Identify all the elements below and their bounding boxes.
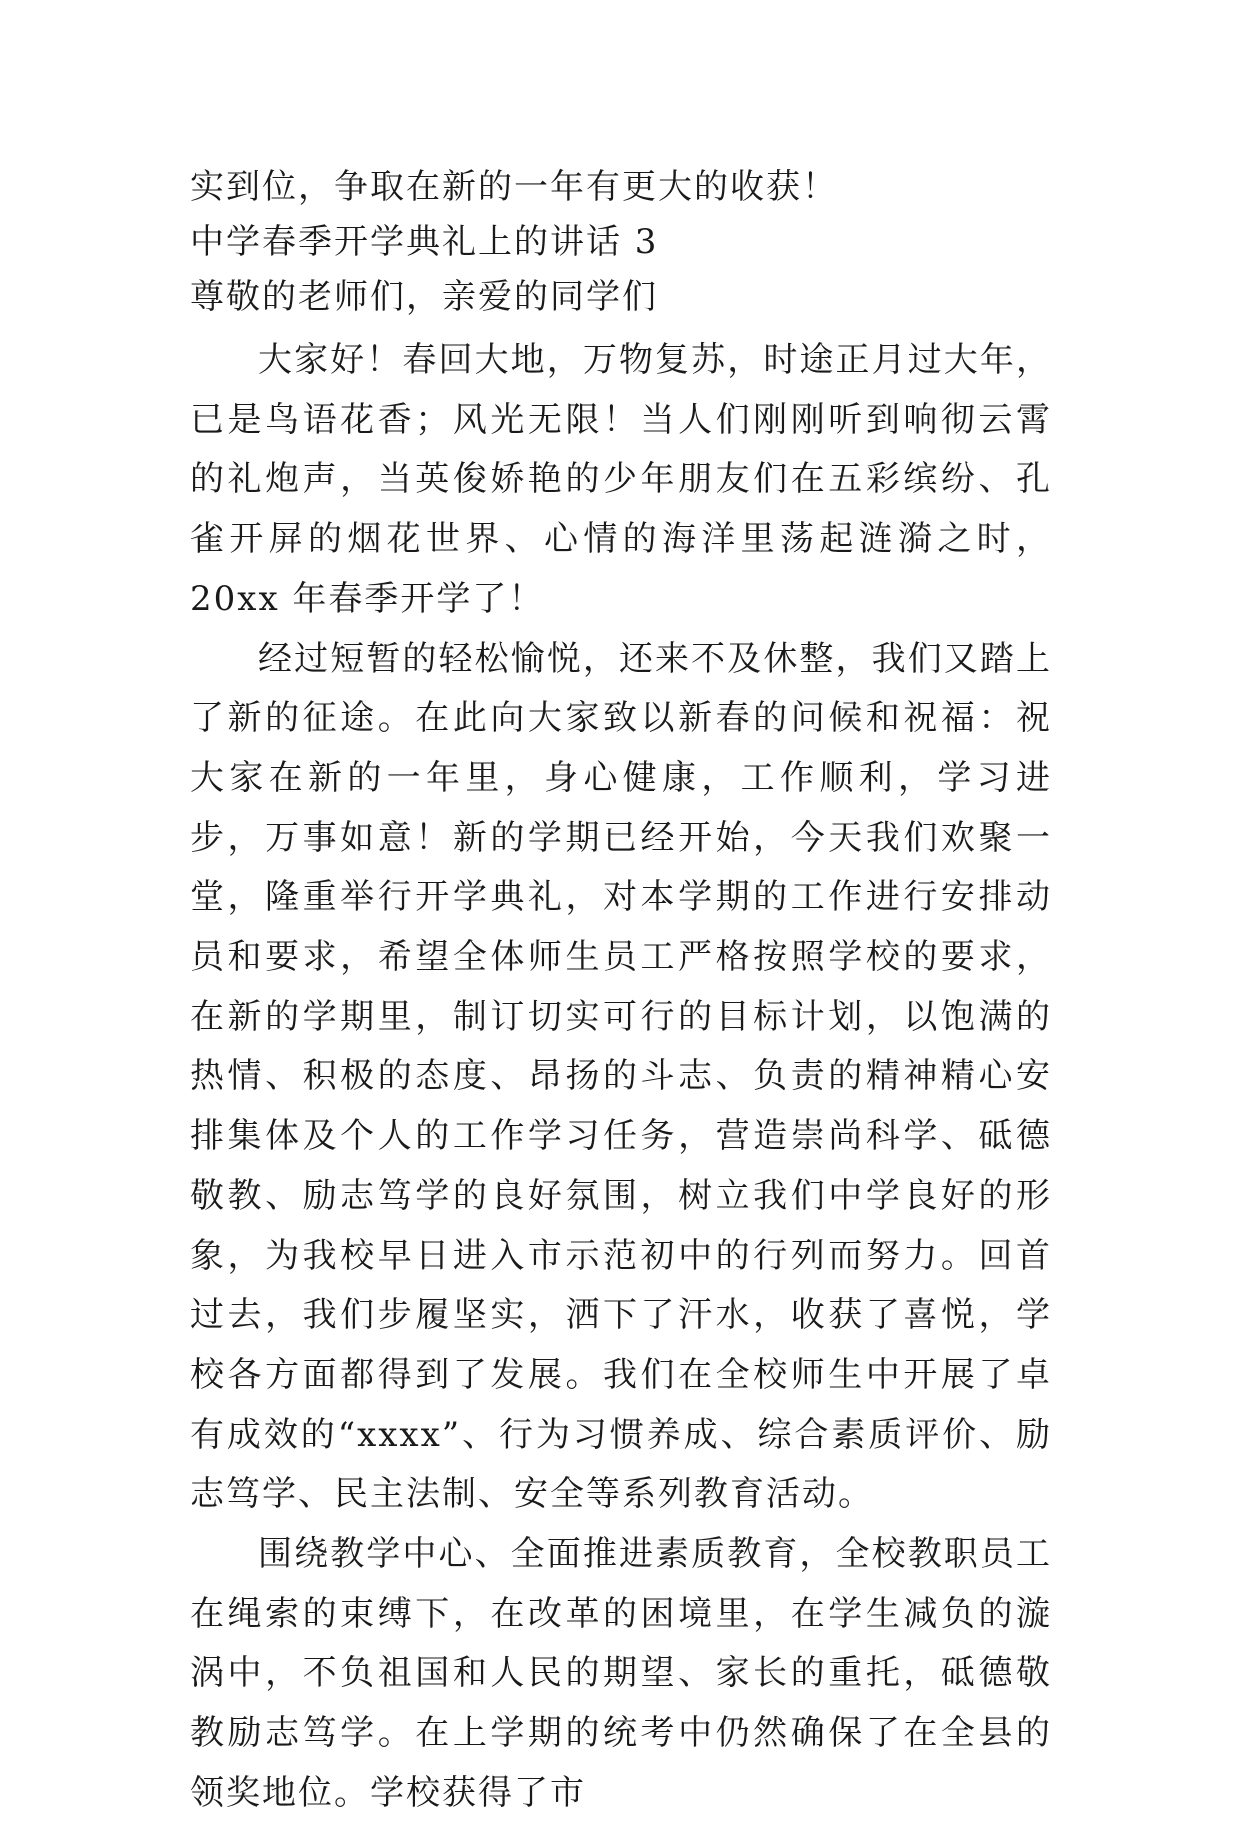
continuation-line: 实到位，争取在新的一年有更大的收获！ bbox=[190, 167, 838, 207]
document-body bbox=[190, 160, 1052, 1824]
paragraph-teaching: 围绕教学中心、全面推进素质教育，全校教职员工在绳索的束缚下，在改革的困境里，在学生减负的漩涡中，不负祖国和人民的期望、家长的重托，砥德敬教励志笃学。在上学期的统考中仍然确保了在全县的领奖地位。学校获得了市 bbox=[190, 1534, 1052, 1813]
paragraph-greeting: 大家好！春回大地，万物复苏，时途正月过大年，已是鸟语花香；风光无限！当人们刚刚听到响彻云霄的礼炮声，当英俊娇艳的少年朋友们在五彩缤纷、孔雀开屏的烟花世界、心情的海洋里荡起涟漪之时，20xx 年春季开学了！ bbox=[190, 340, 1052, 619]
paragraph-new-semester: 经过短暂的轻松愉悦，还来不及休整，我们又踏上了新的征途。在此向大家致以新春的问候和祝福：祝大家在新的一年里，身心健康，工作顺利，学习进步，万事如意！新的学期已经开始，今天我们欢聚一堂，隆重举行开学典礼，对本学期的工作进行安排动员和要求，希望全体师生员工严格按照学校的要求，在新的学期里，制订切实可行的目标计划，以饱满的热情、积极的态度、昂扬的斗志、负责的精神精心安排集体及个人的工作学习任务，营造崇尚科学、砥德敬教、励志笃学的良好氛围，树立我们中学良好的形象，为我校早日进入市示范初中的行列而努力。回首过去，我们步履坚实，洒下了汗水，收获了喜悦，学校各方面都得到了发展。我们在全校师生中开展了卓有成效的“xxxx”、行为习惯养成、综合素质评价、励志笃学、民主法制、安全等系列教育活动。 bbox=[190, 638, 1052, 1515]
speech-title: 中学春季开学典礼上的讲话 3 bbox=[190, 222, 659, 262]
salutation: 尊敬的老师们，亲爱的同学们 bbox=[190, 277, 658, 317]
